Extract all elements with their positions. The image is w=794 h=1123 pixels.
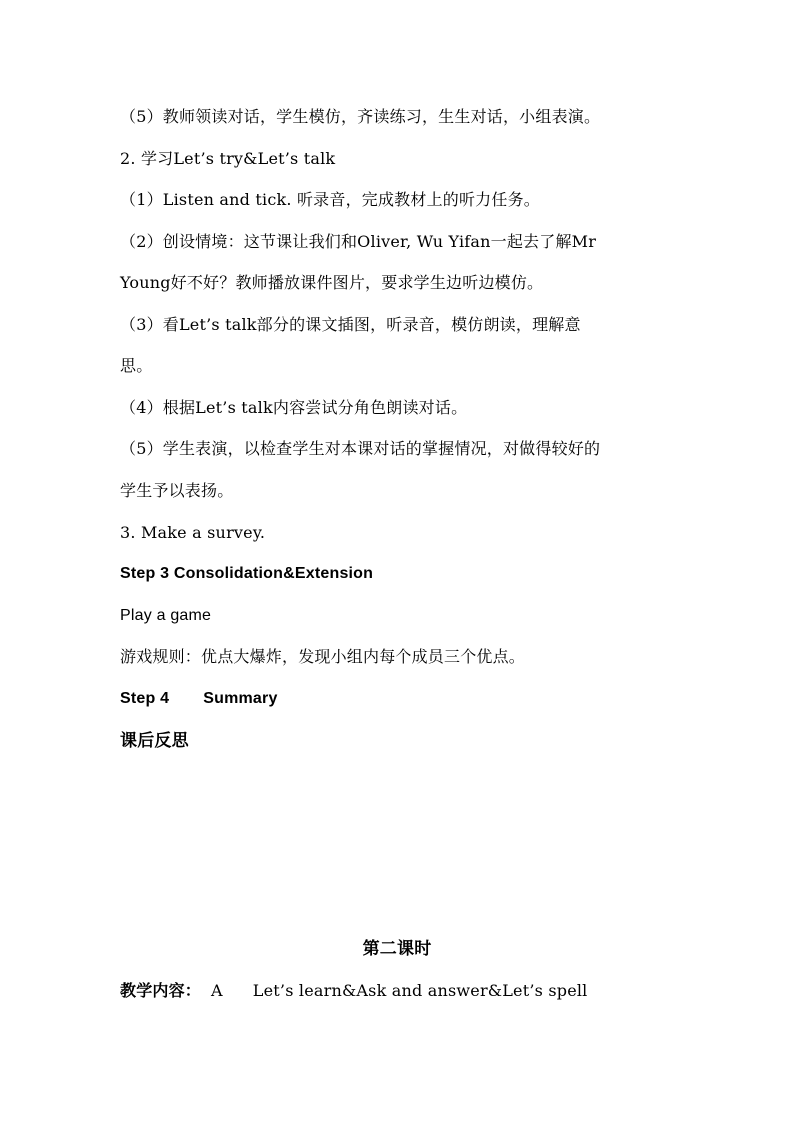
teaching-content-part: A [211, 981, 223, 1000]
teaching-content-line [120, 980, 588, 1002]
text-line-3: （1）Listen and tick. 听录音，完成教材上的听力任务。 [120, 190, 540, 209]
step-4-heading [120, 688, 278, 710]
reflection-heading: 课后反思 [120, 731, 189, 751]
text-line-1: （5）教师领读对话，学生模仿，齐读练习，生生对话，小组表演。 [120, 107, 601, 126]
text-line-4: （2）创设情境：这节课让我们和Oliver, Wu Yifan一起去了解Mr [120, 232, 597, 251]
step-4-title: Summary [203, 690, 278, 707]
teaching-content-text: Let’s learn&Ask and answer&Let’s spell [252, 981, 588, 1000]
text-line-8: （4）根据Let’s talk内容尝试分角色朗读对话。 [120, 398, 468, 417]
section-heading-2: 2. 学习Let’s try&Let’s talk [120, 149, 336, 168]
text-line-6: （3）看Let’s talk部分的课文插图，听录音，模仿朗读，理解意 [120, 315, 581, 334]
step-4-label: Step 4 [120, 690, 170, 707]
text-line-14: 游戏规则：优点大爆炸，发现小组内每个成员三个优点。 [120, 647, 526, 666]
text-line-11: 3. Make a survey. [120, 523, 266, 542]
text-line-9: （5）学生表演，以检查学生对本课对话的掌握情况，对做得较好的 [120, 439, 601, 458]
text-line-5: Young好不好？教师播放课件图片，要求学生边听边模仿。 [120, 273, 544, 292]
text-line-7: 思。 [120, 356, 153, 375]
teaching-content-label: 教学内容： [120, 981, 202, 1000]
step-3-heading: Step 3 Consolidation&Extension [120, 565, 374, 582]
text-line-13: Play a game [120, 607, 212, 624]
text-line-10: 学生予以表扬。 [120, 481, 234, 500]
lesson-heading: 第二课时 [362, 939, 432, 959]
